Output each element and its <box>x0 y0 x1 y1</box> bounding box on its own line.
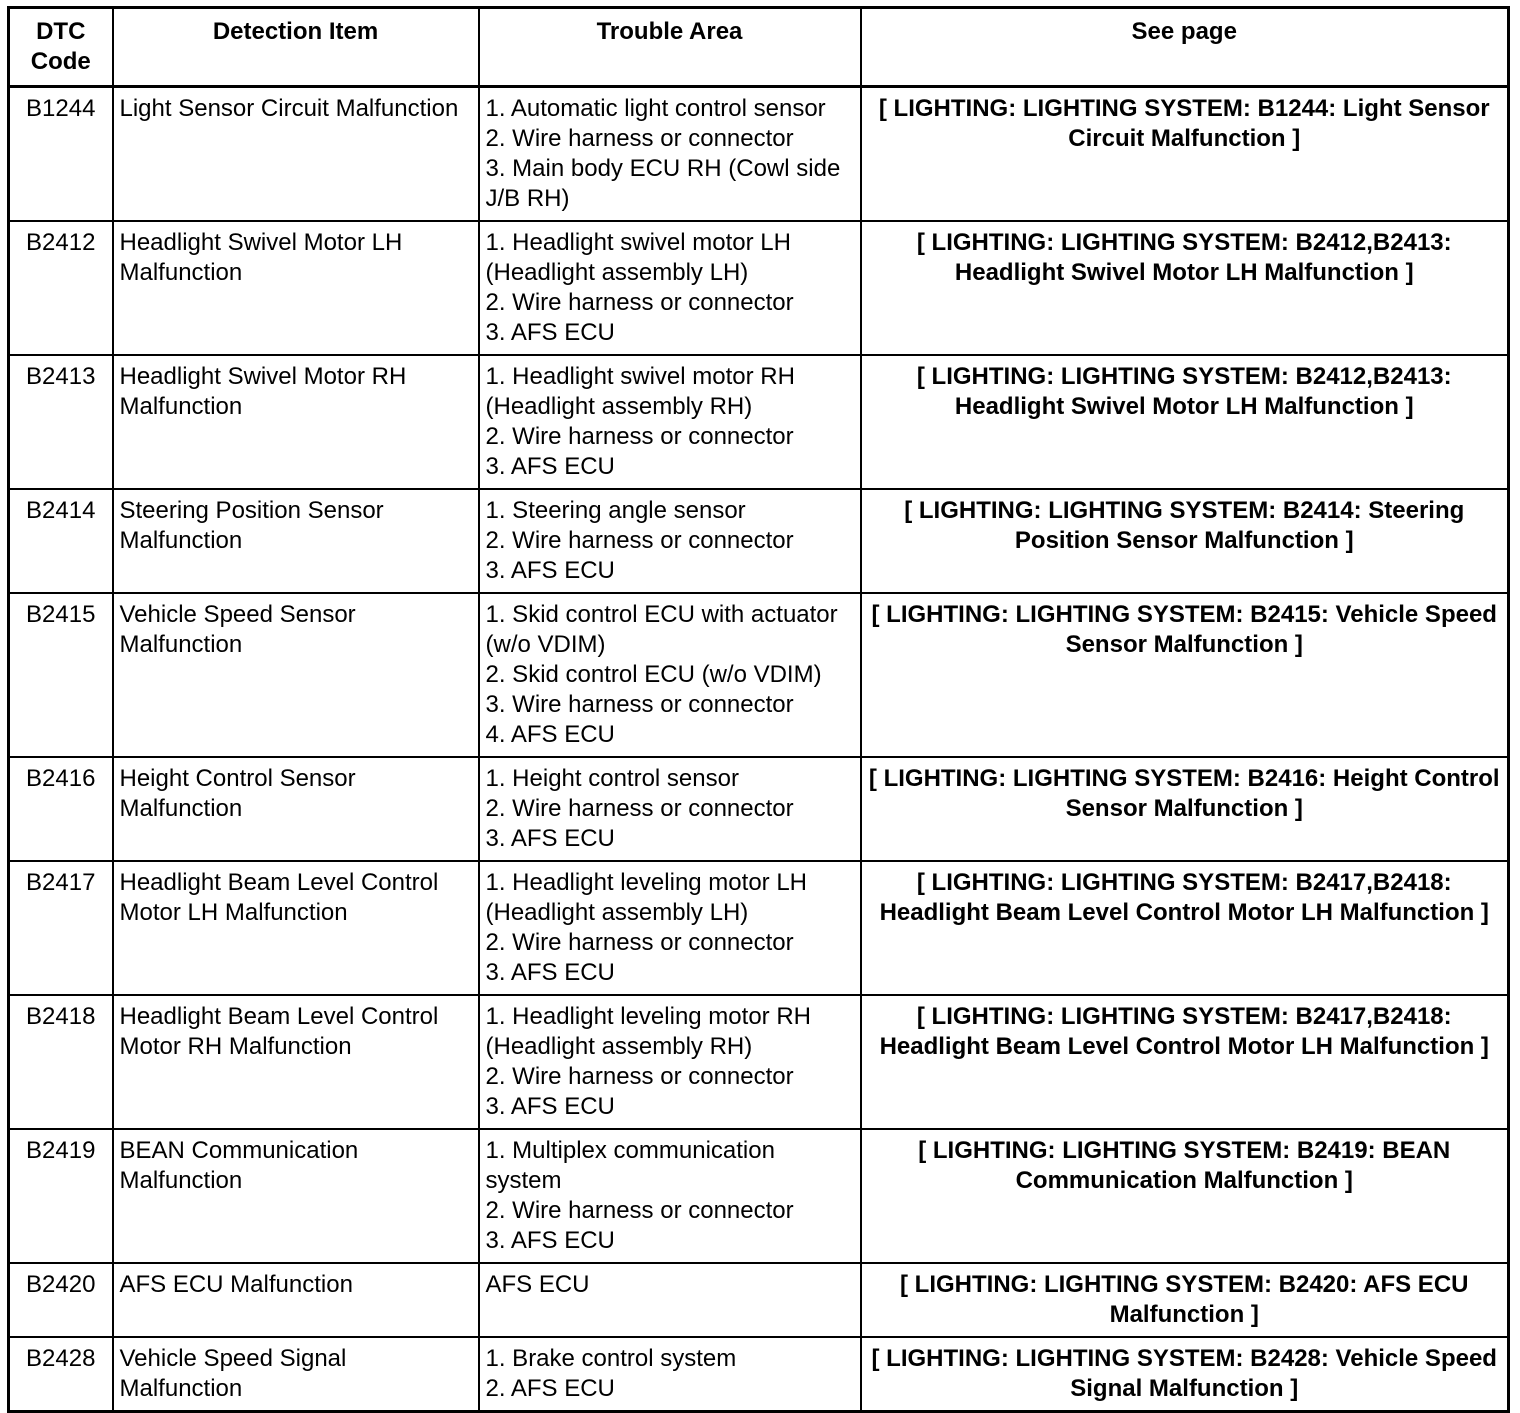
table-header <box>9 8 1509 87</box>
table-row <box>9 87 1509 222</box>
see-page-link[interactable]: [ LIGHTING: LIGHTING SYSTEM: B2417,B2418: Headlight Beam Level Control Motor LH Malfunction ] <box>861 861 1509 995</box>
detection-item-cell: Height Control Sensor Malfunction <box>113 757 479 861</box>
trouble-area-line: 1. Automatic light control sensor <box>485 95 826 122</box>
trouble-area-line: 2. Skid control ECU (w/o VDIM) <box>485 661 822 688</box>
dtc-code-cell: B2413 <box>9 355 113 489</box>
detection-item-cell: AFS ECU Malfunction <box>113 1263 479 1337</box>
dtc-code-cell: B2419 <box>9 1129 113 1263</box>
header-trouble-area <box>479 8 861 87</box>
dtc-code-cell: B2414 <box>9 489 113 593</box>
trouble-area-cell <box>479 593 861 757</box>
trouble-area-line: 2. Wire harness or connector <box>485 1197 794 1224</box>
see-page-link[interactable]: [ LIGHTING: LIGHTING SYSTEM: B1244: Light Sensor Circuit Malfunction ] <box>861 87 1509 222</box>
table-row <box>9 995 1509 1129</box>
dtc-table <box>7 6 1510 1413</box>
see-page-link[interactable]: [ LIGHTING: LIGHTING SYSTEM: B2412,B2413: Headlight Swivel Motor LH Malfunction ] <box>861 355 1509 489</box>
trouble-area-line: 1. Brake control system <box>485 1345 737 1372</box>
trouble-area-line: 1. Headlight swivel motor RH (Headlight assembly RH) <box>485 363 795 420</box>
header-see-page-label: See page <box>1131 18 1237 45</box>
dtc-code-cell: B2417 <box>9 861 113 995</box>
trouble-area-line: 1. Headlight swivel motor LH (Headlight assembly LH) <box>485 229 791 286</box>
trouble-area-line: AFS ECU <box>485 1271 590 1298</box>
table-row <box>9 1337 1509 1412</box>
dtc-code-cell: B2416 <box>9 757 113 861</box>
detection-item-cell: Vehicle Speed Signal Malfunction <box>113 1337 479 1412</box>
header-detection-item-label: Detection Item <box>212 18 379 45</box>
trouble-area-line: 2. Wire harness or connector <box>485 423 794 450</box>
dtc-code-cell: B2428 <box>9 1337 113 1412</box>
trouble-area-line: 3. AFS ECU <box>485 1093 615 1120</box>
table-row <box>9 489 1509 593</box>
header-detection-item <box>113 8 479 87</box>
dtc-code-cell: B1244 <box>9 87 113 222</box>
trouble-area-line: 1. Steering angle sensor <box>485 497 746 524</box>
see-page-link[interactable]: [ LIGHTING: LIGHTING SYSTEM: B2417,B2418: Headlight Beam Level Control Motor LH Malfunction ] <box>861 995 1509 1129</box>
trouble-area-line: 3. AFS ECU <box>485 453 615 480</box>
see-page-link[interactable]: [ LIGHTING: LIGHTING SYSTEM: B2412,B2413: Headlight Swivel Motor LH Malfunction ] <box>861 221 1509 355</box>
header-dtc-code-label: DTC Code <box>30 18 91 75</box>
detection-item-cell: BEAN Communication Malfunction <box>113 1129 479 1263</box>
trouble-area-cell <box>479 1263 861 1337</box>
trouble-area-cell <box>479 861 861 995</box>
see-page-link[interactable]: [ LIGHTING: LIGHTING SYSTEM: B2416: Height Control Sensor Malfunction ] <box>861 757 1509 861</box>
trouble-area-line: 3. AFS ECU <box>485 825 615 852</box>
see-page-link[interactable]: [ LIGHTING: LIGHTING SYSTEM: B2419: BEAN Communication Malfunction ] <box>861 1129 1509 1263</box>
see-page-link[interactable]: [ LIGHTING: LIGHTING SYSTEM: B2420: AFS ECU Malfunction ] <box>861 1263 1509 1337</box>
table-row <box>9 757 1509 861</box>
header-row <box>9 8 1509 87</box>
trouble-area-line: 1. Multiplex communication system <box>485 1137 775 1194</box>
trouble-area-line: 2. AFS ECU <box>485 1375 615 1402</box>
trouble-area-cell <box>479 757 861 861</box>
trouble-area-line: 2. Wire harness or connector <box>485 795 794 822</box>
trouble-area-line: 1. Height control sensor <box>485 765 739 792</box>
dtc-code-cell: B2420 <box>9 1263 113 1337</box>
trouble-area-line: 2. Wire harness or connector <box>485 289 794 316</box>
trouble-area-line: 2. Wire harness or connector <box>485 527 794 554</box>
trouble-area-line: 4. AFS ECU <box>485 721 615 748</box>
table-row <box>9 1263 1509 1337</box>
detection-item-cell: Headlight Beam Level Control Motor RH Malfunction <box>113 995 479 1129</box>
trouble-area-line: 1. Skid control ECU with actuator (w/o VDIM) <box>485 601 838 658</box>
detection-item-cell: Headlight Beam Level Control Motor LH Malfunction <box>113 861 479 995</box>
trouble-area-line: 3. Wire harness or connector <box>485 691 794 718</box>
dtc-code-cell: B2412 <box>9 221 113 355</box>
trouble-area-cell <box>479 489 861 593</box>
dtc-code-cell: B2415 <box>9 593 113 757</box>
trouble-area-cell <box>479 1129 861 1263</box>
detection-item-cell: Vehicle Speed Sensor Malfunction <box>113 593 479 757</box>
table-row <box>9 1129 1509 1263</box>
trouble-area-cell <box>479 355 861 489</box>
trouble-area-line: 3. AFS ECU <box>485 319 615 346</box>
see-page-link[interactable]: [ LIGHTING: LIGHTING SYSTEM: B2414: Steering Position Sensor Malfunction ] <box>861 489 1509 593</box>
header-see-page <box>861 8 1509 87</box>
table-row <box>9 355 1509 489</box>
trouble-area-line: 3. AFS ECU <box>485 557 615 584</box>
trouble-area-cell <box>479 1337 861 1412</box>
trouble-area-line: 2. Wire harness or connector <box>485 125 794 152</box>
trouble-area-cell <box>479 221 861 355</box>
trouble-area-cell <box>479 995 861 1129</box>
trouble-area-line: 2. Wire harness or connector <box>485 929 794 956</box>
detection-item-cell: Light Sensor Circuit Malfunction <box>113 87 479 222</box>
table-row <box>9 593 1509 757</box>
header-trouble-area-label: Trouble Area <box>596 18 743 45</box>
trouble-area-cell <box>479 87 861 222</box>
see-page-link[interactable]: [ LIGHTING: LIGHTING SYSTEM: B2415: Vehicle Speed Sensor Malfunction ] <box>861 593 1509 757</box>
dtc-code-cell: B2418 <box>9 995 113 1129</box>
table-row <box>9 861 1509 995</box>
see-page-link[interactable]: [ LIGHTING: LIGHTING SYSTEM: B2428: Vehicle Speed Signal Malfunction ] <box>861 1337 1509 1412</box>
table-body <box>9 87 1509 1412</box>
header-dtc-code <box>9 8 113 87</box>
trouble-area-line: 3. Main body ECU RH (Cowl side J/B RH) <box>485 155 841 212</box>
table-row <box>9 221 1509 355</box>
trouble-area-line: 3. AFS ECU <box>485 1227 615 1254</box>
detection-item-cell: Headlight Swivel Motor RH Malfunction <box>113 355 479 489</box>
trouble-area-line: 1. Headlight leveling motor RH (Headlight assembly RH) <box>485 1003 811 1060</box>
detection-item-cell: Headlight Swivel Motor LH Malfunction <box>113 221 479 355</box>
detection-item-cell: Steering Position Sensor Malfunction <box>113 489 479 593</box>
trouble-area-line: 2. Wire harness or connector <box>485 1063 794 1090</box>
trouble-area-line: 1. Headlight leveling motor LH (Headlight assembly LH) <box>485 869 808 926</box>
trouble-area-line: 3. AFS ECU <box>485 959 615 986</box>
